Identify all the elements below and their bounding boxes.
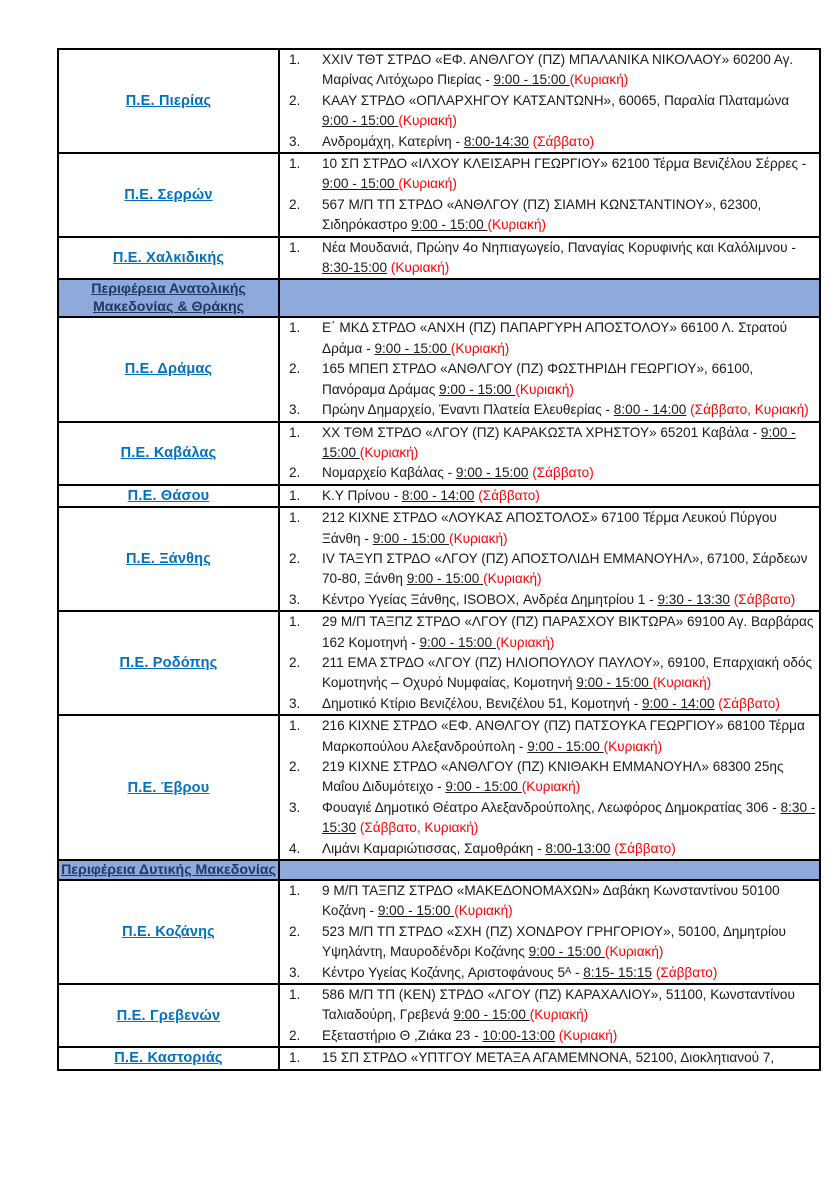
- location-text: 523 Μ/Π ΤΠ ΣΤΡΔΟ «ΣΧΗ (ΠΖ) ΧΟΝΔΡΟΥ ΓΡΗΓΟΡΙΟΥ», 50100, Δημητρίου Υψηλάντη, Μαυροδένδρι Κοζάνης: [322, 923, 786, 960]
- section-header-row: [58, 860, 820, 880]
- region-cell: [58, 317, 279, 421]
- list-item: [280, 486, 819, 506]
- list-item: [280, 757, 819, 798]
- location-text: Λιμάνι Καμαριώτισσας, Σαμοθράκη -: [322, 840, 546, 856]
- region-cell: [58, 611, 279, 715]
- region-cell: [58, 237, 279, 280]
- location-text: Ε΄ ΜΚΔ ΣΤΡΔΟ «ΑΝΧΗ (ΠΖ) ΠΑΠΑΡΓΥΡΗ ΑΠΟΣΤΟΛΟΥ» 66100 Λ. Στρατού Δράμα -: [322, 320, 788, 356]
- location-text: Κέντρο Υγείας Κοζάνης, Αριστοφάνους 5ᴬ -: [322, 964, 584, 980]
- region-cell: [58, 507, 279, 611]
- region-link[interactable]: Π.Ε. Πιερίας: [125, 93, 212, 110]
- day-label: (Σάββατο): [532, 465, 594, 481]
- list-item-number: 1.: [289, 424, 301, 440]
- section-header-label: Περιφέρεια Δυτικής Μακεδονίας: [58, 860, 279, 880]
- location-text: 219 ΚΙΧΝΕ ΣΤΡΔΟ «ΑΝΘΛΓΟΥ (ΠΖ) ΚΝΙΘΑΚΗ ΕΜΜΑΝΟΥΗΛ» 68300 25ης Μαΐου Διδυμότειχο -: [322, 759, 784, 795]
- list-item-text: [322, 922, 819, 963]
- list-item: [280, 508, 819, 549]
- opening-hours: 9:00 - 15:00: [576, 675, 653, 691]
- list-item: [280, 91, 819, 132]
- entries-cell: [279, 237, 820, 280]
- region-link[interactable]: Π.Ε. Θάσου: [127, 487, 210, 504]
- entries-cell: [279, 507, 820, 611]
- list-item: [280, 1026, 819, 1046]
- list-item-text: [322, 881, 819, 922]
- entries-cell: [279, 153, 820, 237]
- day-label: (Κυριακή): [529, 1007, 589, 1023]
- location-text: XXIV ΤΘΤ ΣΤΡΔΟ «ΕΦ. ΑΝΘΛΓΟΥ (ΠΖ) ΜΠΑΛΑΝΙΚΑ ΝΙΚΟΛΑΟΥ» 60200 Αγ. Μαρίνας Λιτόχωρο Πιερίας -: [322, 52, 794, 88]
- list-item: [280, 238, 819, 279]
- location-text: 216 ΚΙΧΝΕ ΣΤΡΔΟ «ΕΦ. ΑΝΘΛΓΟΥ (ΠΖ) ΠΑΤΣΟΥΚΑ ΓΕΩΡΓΙΟΥ» 68100 Τέρμα Μαρκοπούλου Αλεξανδρούπολη -: [322, 718, 805, 754]
- location-text: 10 ΣΠ ΣΤΡΔΟ «ΙΛΧΟΥ ΚΛΕΙΣΑΡΗ ΓΕΩΡΓΙΟΥ» 62100 Τέρμα Βενιζέλου Σέρρες -: [322, 156, 807, 172]
- table-row: [58, 1047, 820, 1069]
- list-item: [280, 798, 819, 839]
- list-item: [280, 839, 819, 859]
- day-label: (Κυριακή): [483, 571, 542, 587]
- list-item-number: 1.: [289, 718, 301, 734]
- list-item: [280, 590, 819, 610]
- region-cell: [58, 1047, 279, 1069]
- list-item: [280, 359, 819, 400]
- region-link[interactable]: Π.Ε. Ξάνθης: [126, 551, 211, 568]
- list-item-number: 3.: [289, 799, 301, 815]
- list-item: [280, 716, 819, 757]
- location-text: ΚΑΑΥ ΣΤΡΔΟ «ΟΠΛΑΡΧΗΓΟΥ ΚΑΤΣΑΝΤΩΝΗ», 60065, Παραλία Πλαταμώνα: [322, 92, 790, 108]
- entries-cell: [279, 1047, 820, 1069]
- list-item-number: 1.: [289, 487, 301, 503]
- opening-hours: 9:00 - 15:00: [322, 113, 399, 129]
- opening-hours: 9:30 - 13:30: [657, 591, 730, 607]
- opening-hours: 9:00 - 15:00: [445, 779, 522, 795]
- entries-cell: [279, 984, 820, 1047]
- region-link[interactable]: Π.Ε. Γρεβενών: [116, 1007, 221, 1024]
- region-link[interactable]: Π.Ε. Κοζάνης: [122, 924, 215, 941]
- opening-hours: 9:00 - 15:00: [406, 571, 484, 587]
- table-row: [58, 422, 820, 485]
- region-cell: [58, 422, 279, 485]
- table-row: [58, 984, 820, 1047]
- day-label: (Σάββατο): [655, 964, 718, 980]
- list-item-number: 2.: [289, 196, 301, 212]
- list-item-text: [322, 132, 819, 152]
- list-item-text: [322, 195, 819, 236]
- list-item-text: [322, 91, 819, 132]
- list-item-number: 1.: [289, 52, 301, 67]
- day-label: (Κυριακή): [521, 779, 581, 795]
- list-item: [280, 549, 819, 590]
- list-item-text: [322, 590, 819, 610]
- list-item: [280, 612, 819, 653]
- list-item-text: [322, 716, 819, 757]
- day-label: (Κυριακή): [652, 675, 712, 691]
- list-item: [280, 463, 819, 483]
- opening-hours: 9:00 - 15:00: [528, 944, 605, 960]
- list-item: [280, 50, 819, 91]
- list-item: [280, 922, 819, 963]
- region-link[interactable]: Π.Ε. Καβάλας: [120, 445, 217, 462]
- location-text: 586 Μ/Π ΤΠ (ΚΕΝ) ΣΤΡΔΟ «ΛΓΟΥ (ΠΖ) ΚΑΡΑΧΑΛΙΟΥ», 51100, Κωνσταντίνου Ταλιαδούρη, Γρεβενά: [322, 987, 795, 1023]
- region-link[interactable]: Π.Ε. Έβρου: [127, 779, 210, 796]
- region-cell: [58, 49, 279, 153]
- opening-hours: 9:00 - 14:00: [641, 695, 715, 711]
- day-label: (Κυριακή): [515, 381, 574, 397]
- opening-hours: 9:00 - 15:00: [453, 1007, 530, 1023]
- list-item: [280, 132, 819, 152]
- list-item: [280, 653, 819, 694]
- opening-hours: 8:00 - 14:00: [401, 487, 475, 503]
- opening-hours: 9:00 - 15:00: [419, 634, 496, 650]
- location-text: Νομαρχείο Καβάλας -: [322, 465, 456, 481]
- list-item: [280, 985, 819, 1026]
- list-item: [280, 881, 819, 922]
- polling-table-body: [58, 49, 820, 1070]
- list-item-text: [322, 757, 819, 798]
- day-label: (Σάββατο): [478, 487, 540, 503]
- day-label: (Κυριακή): [495, 634, 555, 650]
- location-text: 567 Μ/Π ΤΠ ΣΤΡΔΟ «ΑΝΘΛΓΟΥ (ΠΖ) ΣΙΑΜΗ ΚΩΝΣΤΑΝΤΙΝΟΥ», 62300, Σιδηρόκαστρο: [322, 196, 762, 233]
- day-label: (Σάββατο): [532, 133, 595, 149]
- opening-hours: 9:00 - 15:00: [374, 340, 451, 356]
- location-text: Κ.Υ Πρίνου -: [322, 487, 402, 503]
- location-text: Εξεταστήριο Θ ,Ζιάκα 23 -: [322, 1027, 483, 1043]
- list-item-number: 2.: [289, 361, 301, 377]
- day-label: (Σάββατο, Κυριακή): [690, 402, 809, 418]
- table-row: [58, 153, 820, 237]
- list-item-text: [322, 653, 819, 694]
- list-item-number: 2.: [289, 759, 301, 774]
- section-header-spacer: [279, 279, 820, 317]
- list-item: [280, 423, 819, 464]
- list-item: [280, 1048, 819, 1068]
- section-header-label: Περιφέρεια Ανατολικής Μακεδονίας & Θράκης: [58, 279, 279, 317]
- table-row: [58, 317, 820, 421]
- list-item-text: [322, 798, 819, 839]
- location-text: 15 ΣΠ ΣΤΡΔΟ «ΥΠΤΓΟΥ ΜΕΤΑΞΑ ΑΓΑΜΕΜΝΟΝΑ, 52100, Διοκλητιανού 7,: [322, 1050, 775, 1066]
- list-item-number: 1.: [289, 510, 301, 526]
- entries-cell: [279, 880, 820, 984]
- list-item-text: [322, 238, 819, 279]
- list-item-number: 1.: [289, 883, 301, 899]
- opening-hours: 9:00 - 15:00: [455, 465, 529, 481]
- list-item-text: [322, 549, 819, 590]
- list-item-number: 2.: [289, 654, 301, 670]
- list-item-number: 3.: [289, 402, 301, 418]
- opening-hours: 9:00 - 15:00: [439, 381, 516, 397]
- opening-hours: 10:00-13:00: [482, 1027, 555, 1043]
- opening-hours: 9:00 - 15:00: [372, 530, 450, 546]
- entries-cell: [279, 611, 820, 715]
- polling-stations-table: [57, 48, 821, 1071]
- list-item-number: 1.: [289, 1050, 301, 1066]
- day-label: (Κυριακή): [398, 176, 457, 192]
- list-item-number: 1.: [289, 156, 301, 172]
- table-row: [58, 49, 820, 153]
- day-label: (Κυριακή): [454, 903, 513, 919]
- region-cell: [58, 880, 279, 984]
- location-text: Δημοτικό Κτίριο Βενιζέλου, Βενιζέλου 51, Κομοτηνή -: [322, 695, 642, 711]
- list-item-number: 3.: [289, 591, 301, 607]
- location-text: 9 Μ/Π ΤΑΞΠΖ ΣΤΡΔΟ «ΜΑΚΕΔΟΝΟΜΑΧΩΝ» Δαβάκη Κωνσταντίνου 50100 Κοζάνη -: [322, 883, 780, 919]
- list-item-number: 1.: [289, 320, 301, 336]
- list-item-text: [322, 50, 819, 91]
- opening-hours: 9:00 - 15:00: [322, 424, 796, 460]
- list-item-number: 3.: [289, 964, 301, 980]
- list-item: [280, 400, 819, 420]
- region-cell: [58, 153, 279, 237]
- location-text: Φουαγιέ Δημοτικό Θέατρο Αλεξανδρούπολης, Λεωφόρος Δημοκρατίας 306 -: [322, 799, 781, 815]
- location-text: 211 ΕΜΑ ΣΤΡΔΟ «ΛΓΟΥ (ΠΖ) ΗΛΙΟΠΟΥΛΟΥ ΠΑΥΛΟΥ», 69100, Επαρχιακή οδός Κομοτηνής – Οχυρό Νυμφαίας, Κομοτηνή: [322, 654, 813, 691]
- location-text: 212 ΚΙΧΝΕ ΣΤΡΔΟ «ΛΟΥΚΑΣ ΑΠΟΣΤΟΛΟΣ» 67100 Τέρμα Λευκού Πύργου Ξάνθη -: [322, 510, 777, 546]
- list-item-number: 3.: [289, 133, 301, 149]
- opening-hours: 9:00 - 15:00: [322, 176, 399, 192]
- location-text: 29 Μ/Π ΤΑΞΠΖ ΣΤΡΔΟ «ΛΓΟΥ (ΠΖ) ΠΑΡΑΣΧΟΥ ΒΙΚΤΩΡΑ» 69100 Αγ. Βαρβάρας 162 Κομοτηνή -: [322, 614, 814, 650]
- location-text: ΧΧ ΤΘΜ ΣΤΡΔΟ «ΛΓΟΥ (ΠΖ) ΚΑΡΑΚΩΣΤΑ ΧΡΗΣΤΟΥ» 65201 Καβάλα -: [322, 424, 761, 440]
- list-item-text: [322, 486, 819, 506]
- entries-cell: [279, 485, 820, 507]
- opening-hours: 8:00-13:00: [545, 840, 611, 856]
- region-link[interactable]: Π.Ε. Δράμας: [124, 361, 213, 378]
- list-item-number: 3.: [289, 695, 301, 711]
- region-cell: [58, 984, 279, 1047]
- region-cell: [58, 715, 279, 860]
- list-item-text: [322, 963, 819, 983]
- day-label: (Κυριακή): [603, 738, 663, 754]
- day-label: (Κυριακή): [359, 444, 419, 460]
- opening-hours: 9:00 - 15:00: [377, 903, 455, 919]
- location-text: Ανδρομάχη, Κατερίνη -: [322, 133, 464, 149]
- day-label: (Κυριακή): [604, 944, 664, 960]
- list-item-text: [322, 423, 819, 464]
- list-item-text: [322, 154, 819, 195]
- location-text: Νέα Μουδανιά, Πρώην 4ο Νηπιαγωγείο, Παναγίας Κορυφινής και Καλόλιμνου -: [322, 239, 796, 255]
- day-label: (Κυριακή): [390, 260, 450, 276]
- entries-cell: [279, 317, 820, 421]
- region-link[interactable]: Π.Ε. Σερρών: [124, 186, 213, 203]
- list-item-number: 2.: [289, 550, 301, 566]
- region-link[interactable]: Π.Ε. Χαλκιδικής: [112, 250, 225, 267]
- table-row: [58, 485, 820, 507]
- list-item-number: 1.: [289, 614, 301, 630]
- list-item-text: [322, 694, 819, 714]
- table-row: [58, 715, 820, 860]
- list-item-number: 2.: [289, 92, 301, 108]
- day-label: (Σάββατο): [718, 695, 780, 711]
- location-text: Πρώην Δημαρχείο, Έναντι Πλατεία Ελευθερίας -: [322, 402, 614, 418]
- location-text: IV ΤΑΞΥΠ ΣΤΡΔΟ «ΛΓΟΥ (ΠΖ) ΑΠΟΣΤΟΛΙΔΗ ΕΜΜΑΝΟΥΗΛ», 67100, Σάρδεων 70-80, Ξάνθη: [322, 550, 808, 587]
- section-header-row: [58, 279, 820, 317]
- list-item: [280, 195, 819, 236]
- location-text: Κέντρο Υγείας Ξάνθης, ISOBOX, Ανδρέα Δημητρίου 1 -: [322, 591, 658, 607]
- list-item: [280, 154, 819, 195]
- location-text: 165 ΜΠΕΠ ΣΤΡΔΟ «ΑΝΘΛΓΟΥ (ΠΖ) ΦΩΣΤΗΡΙΔΗ ΓΕΩΡΓΙΟΥ», 66100, Πανόραμα Δράμας: [322, 361, 754, 397]
- opening-hours: 8:15- 15:15: [583, 964, 653, 980]
- day-label: (Κυριακή): [449, 530, 508, 546]
- region-cell: [58, 485, 279, 507]
- region-link[interactable]: Π.Ε. Καστοριάς: [114, 1050, 223, 1067]
- table-row: [58, 507, 820, 611]
- list-item-number: 1.: [289, 987, 301, 1003]
- list-item-number: 1.: [289, 239, 301, 255]
- day-label: (Σάββατο): [733, 591, 796, 607]
- list-item-text: [322, 463, 819, 483]
- day-label: (Κυριακή): [558, 1027, 618, 1043]
- list-item-text: [322, 318, 819, 359]
- list-item: [280, 963, 819, 983]
- list-item-text: [322, 1048, 819, 1068]
- list-item-number: 2.: [289, 1027, 301, 1043]
- entries-cell: [279, 49, 820, 153]
- region-link[interactable]: Π.Ε. Ροδόπης: [119, 655, 218, 672]
- day-label: (Σάββατο): [614, 840, 676, 856]
- day-label: (Κυριακή): [398, 113, 457, 129]
- table-row: [58, 237, 820, 280]
- section-header-spacer: [279, 860, 820, 880]
- opening-hours: 8:30 - 15:30: [322, 799, 816, 836]
- list-item-text: [322, 839, 819, 859]
- opening-hours: 9:00 - 15:00: [411, 217, 488, 233]
- list-item: [280, 318, 819, 359]
- list-item-number: 2.: [289, 923, 301, 939]
- table-row: [58, 611, 820, 715]
- day-label: (Κυριακή): [487, 217, 547, 233]
- list-item-text: [322, 612, 819, 653]
- table-row: [58, 880, 820, 984]
- opening-hours: 8:30-15:00: [322, 260, 388, 276]
- list-item: [280, 694, 819, 714]
- day-label: (Κυριακή): [450, 340, 510, 356]
- list-item-text: [322, 508, 819, 549]
- list-item-text: [322, 359, 819, 400]
- opening-hours: 8:00 - 14:00: [613, 402, 687, 418]
- entries-cell: [279, 715, 820, 860]
- list-item-number: 2.: [289, 465, 301, 481]
- list-item-text: [322, 985, 819, 1026]
- list-item-text: [322, 1026, 819, 1046]
- opening-hours: 9:00 - 15:00: [527, 738, 604, 754]
- day-label: (Κυριακή): [569, 72, 629, 88]
- list-item-text: [322, 400, 819, 420]
- entries-cell: [279, 422, 820, 485]
- opening-hours: 8:00-14:30: [463, 133, 529, 149]
- day-label: (Σάββατο, Κυριακή): [359, 820, 479, 836]
- opening-hours: 9:00 - 15:00: [493, 72, 570, 88]
- list-item-number: 4.: [289, 840, 301, 856]
